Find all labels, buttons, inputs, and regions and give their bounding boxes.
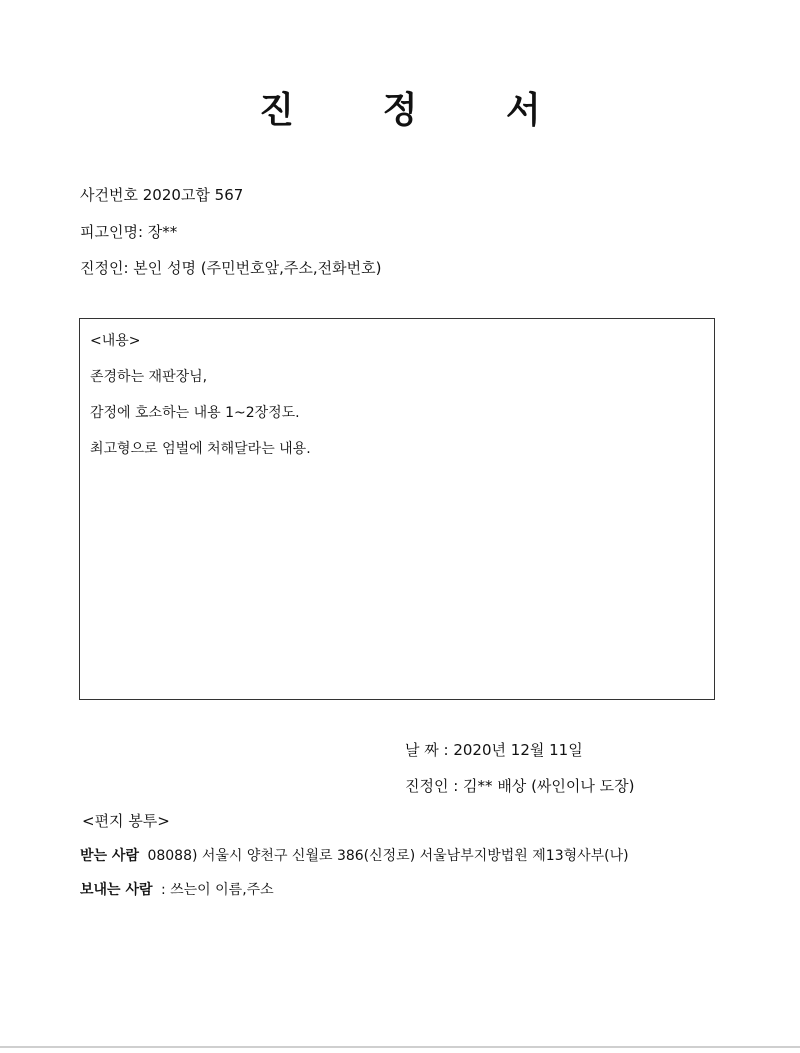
sender-info: : 쓰는이 이름,주소	[160, 882, 274, 898]
date-line: 날 짜 : 2020년 12월 11일	[405, 741, 583, 759]
document-title: 진 정 서	[259, 90, 579, 131]
content-box	[79, 318, 715, 700]
envelope-heading: <편지 봉투>	[82, 812, 170, 830]
content-line-appeal: 감정에 호소하는 내용 1~2장정도.	[90, 405, 300, 421]
recipient-label: 받는 사람	[80, 848, 139, 864]
content-line-request: 최고형으로 엄벌에 처해달라는 내용.	[90, 441, 311, 457]
case-number: 사건번호 2020고합 567	[80, 186, 244, 204]
content-line-greeting: 존경하는 재판장님,	[90, 369, 208, 385]
page-bottom-divider	[0, 1046, 800, 1048]
defendant-name: 피고인명: 장**	[80, 223, 178, 241]
sender-row	[80, 880, 274, 900]
sender-label: 보내는 사람	[80, 882, 153, 898]
recipient-address: 08088) 서울시 양천구 신월로 386(신정로) 서울남부지방법원 제13형사부(나)	[147, 848, 629, 864]
recipient-row	[80, 846, 629, 866]
content-heading: <내용>	[90, 333, 141, 349]
signer-line: 진정인 : 김** 배상 (싸인이나 도장)	[405, 777, 635, 795]
petitioner-info: 진정인: 본인 성명 (주민번호앞,주소,전화번호)	[80, 259, 382, 277]
